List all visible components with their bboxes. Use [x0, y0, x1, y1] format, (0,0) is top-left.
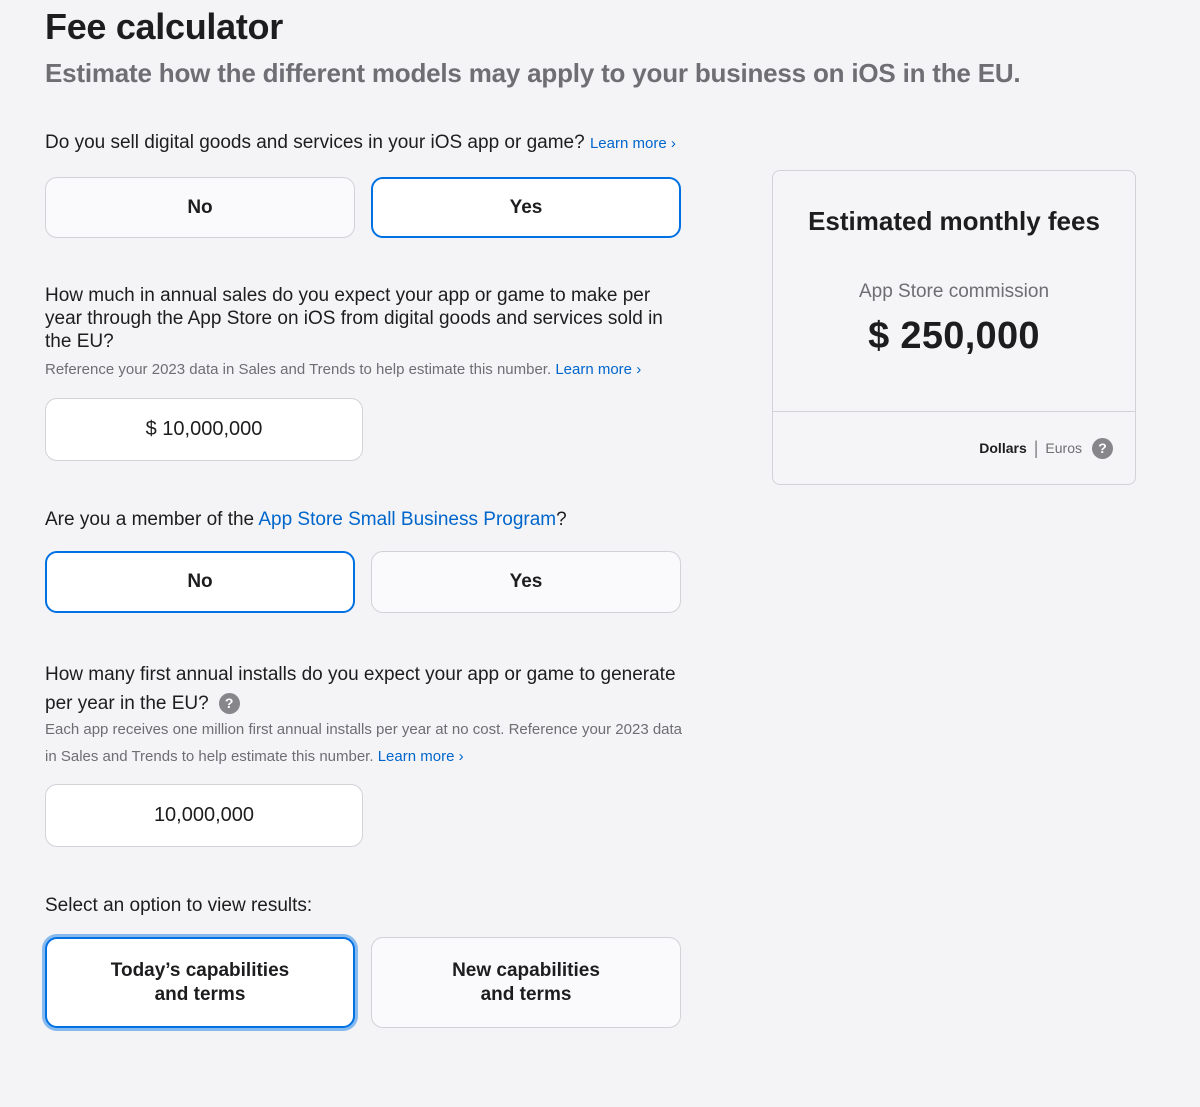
button-label: No: [187, 196, 213, 218]
annual-installs-hint: [45, 716, 695, 770]
button-label-line-1: New capabilities: [452, 959, 600, 981]
small-business-yes-button[interactable]: [371, 551, 681, 613]
learn-more-label: Learn more: [589, 135, 667, 152]
digital-goods-question: [45, 131, 745, 155]
chevron-right-icon: ›: [670, 135, 676, 152]
learn-more-link-digital-goods[interactable]: [590, 135, 676, 152]
small-business-question-prefix: Are you a member of the: [45, 509, 259, 530]
page-subtitle: Estimate how the different models may apply to your business on iOS in the EU.: [45, 58, 1021, 88]
annual-installs-question-text: How many first annual installs do you expect your app or game to generate per year in the EU?: [45, 664, 676, 714]
new-capabilities-button[interactable]: [371, 937, 681, 1028]
annual-sales-question: How much in annual sales do you expect your app or game to make per year through the App Store on iOS from digital goods and services sold in the EU?: [45, 285, 663, 352]
currency-euros-option[interactable]: Euros: [1045, 440, 1082, 456]
digital-goods-yes-button[interactable]: [371, 177, 681, 238]
todays-capabilities-button[interactable]: [45, 937, 355, 1028]
currency-separator: |: [1033, 437, 1039, 458]
small-business-program-link[interactable]: App Store Small Business Program: [258, 509, 557, 530]
button-label: [111, 959, 289, 1007]
button-label: Yes: [509, 196, 543, 218]
digital-goods-question-text: Do you sell digital goods and services in your iOS app or game?: [45, 132, 585, 153]
commission-value: $ 250,000: [868, 315, 1040, 357]
chevron-right-icon: ›: [458, 748, 464, 765]
learn-more-label: Learn more: [377, 748, 455, 765]
learn-more-link-annual-installs[interactable]: [378, 748, 464, 765]
annual-installs-hint-text: Each app receives one million first annual installs per year at no cost. Reference your 2023 data in Sales and Trends to help estimate this number.: [45, 721, 683, 765]
annual-sales-hint: [45, 356, 705, 383]
annual-installs-input[interactable]: [45, 784, 363, 847]
page-title: Fee calculator: [45, 6, 283, 47]
digital-goods-no-button[interactable]: [45, 177, 355, 238]
button-label-line-2: and terms: [154, 983, 246, 1005]
annual-sales-input[interactable]: [45, 398, 363, 461]
button-label: [452, 959, 600, 1007]
currency-toggle: [773, 412, 1135, 484]
fees-card-title: Estimated monthly fees: [808, 206, 1100, 236]
currency-dollars-option[interactable]: Dollars: [979, 440, 1027, 456]
learn-more-link-annual-sales[interactable]: [555, 361, 641, 378]
small-business-question: [45, 508, 685, 531]
button-label-line-1: Today’s capabilities: [110, 959, 290, 981]
button-label: No: [187, 571, 213, 592]
results-prompt: Select an option to view results:: [45, 895, 313, 916]
chevron-right-icon: ›: [636, 361, 642, 378]
estimated-fees-card: [772, 170, 1136, 485]
question-icon[interactable]: ?: [219, 693, 240, 714]
small-business-no-button[interactable]: [45, 551, 355, 613]
fees-summary: [773, 171, 1135, 412]
learn-more-label: Learn more: [555, 361, 633, 378]
annual-installs-question: [45, 660, 695, 718]
button-label-line-2: and terms: [480, 983, 572, 1005]
annual-sales-hint-text: Reference your 2023 data in Sales and Trends to help estimate this number.: [45, 361, 552, 378]
question-icon[interactable]: ?: [1092, 438, 1113, 459]
commission-label: App Store commission: [858, 281, 1050, 302]
small-business-question-suffix: ?: [556, 509, 567, 530]
button-label: Yes: [509, 571, 543, 592]
